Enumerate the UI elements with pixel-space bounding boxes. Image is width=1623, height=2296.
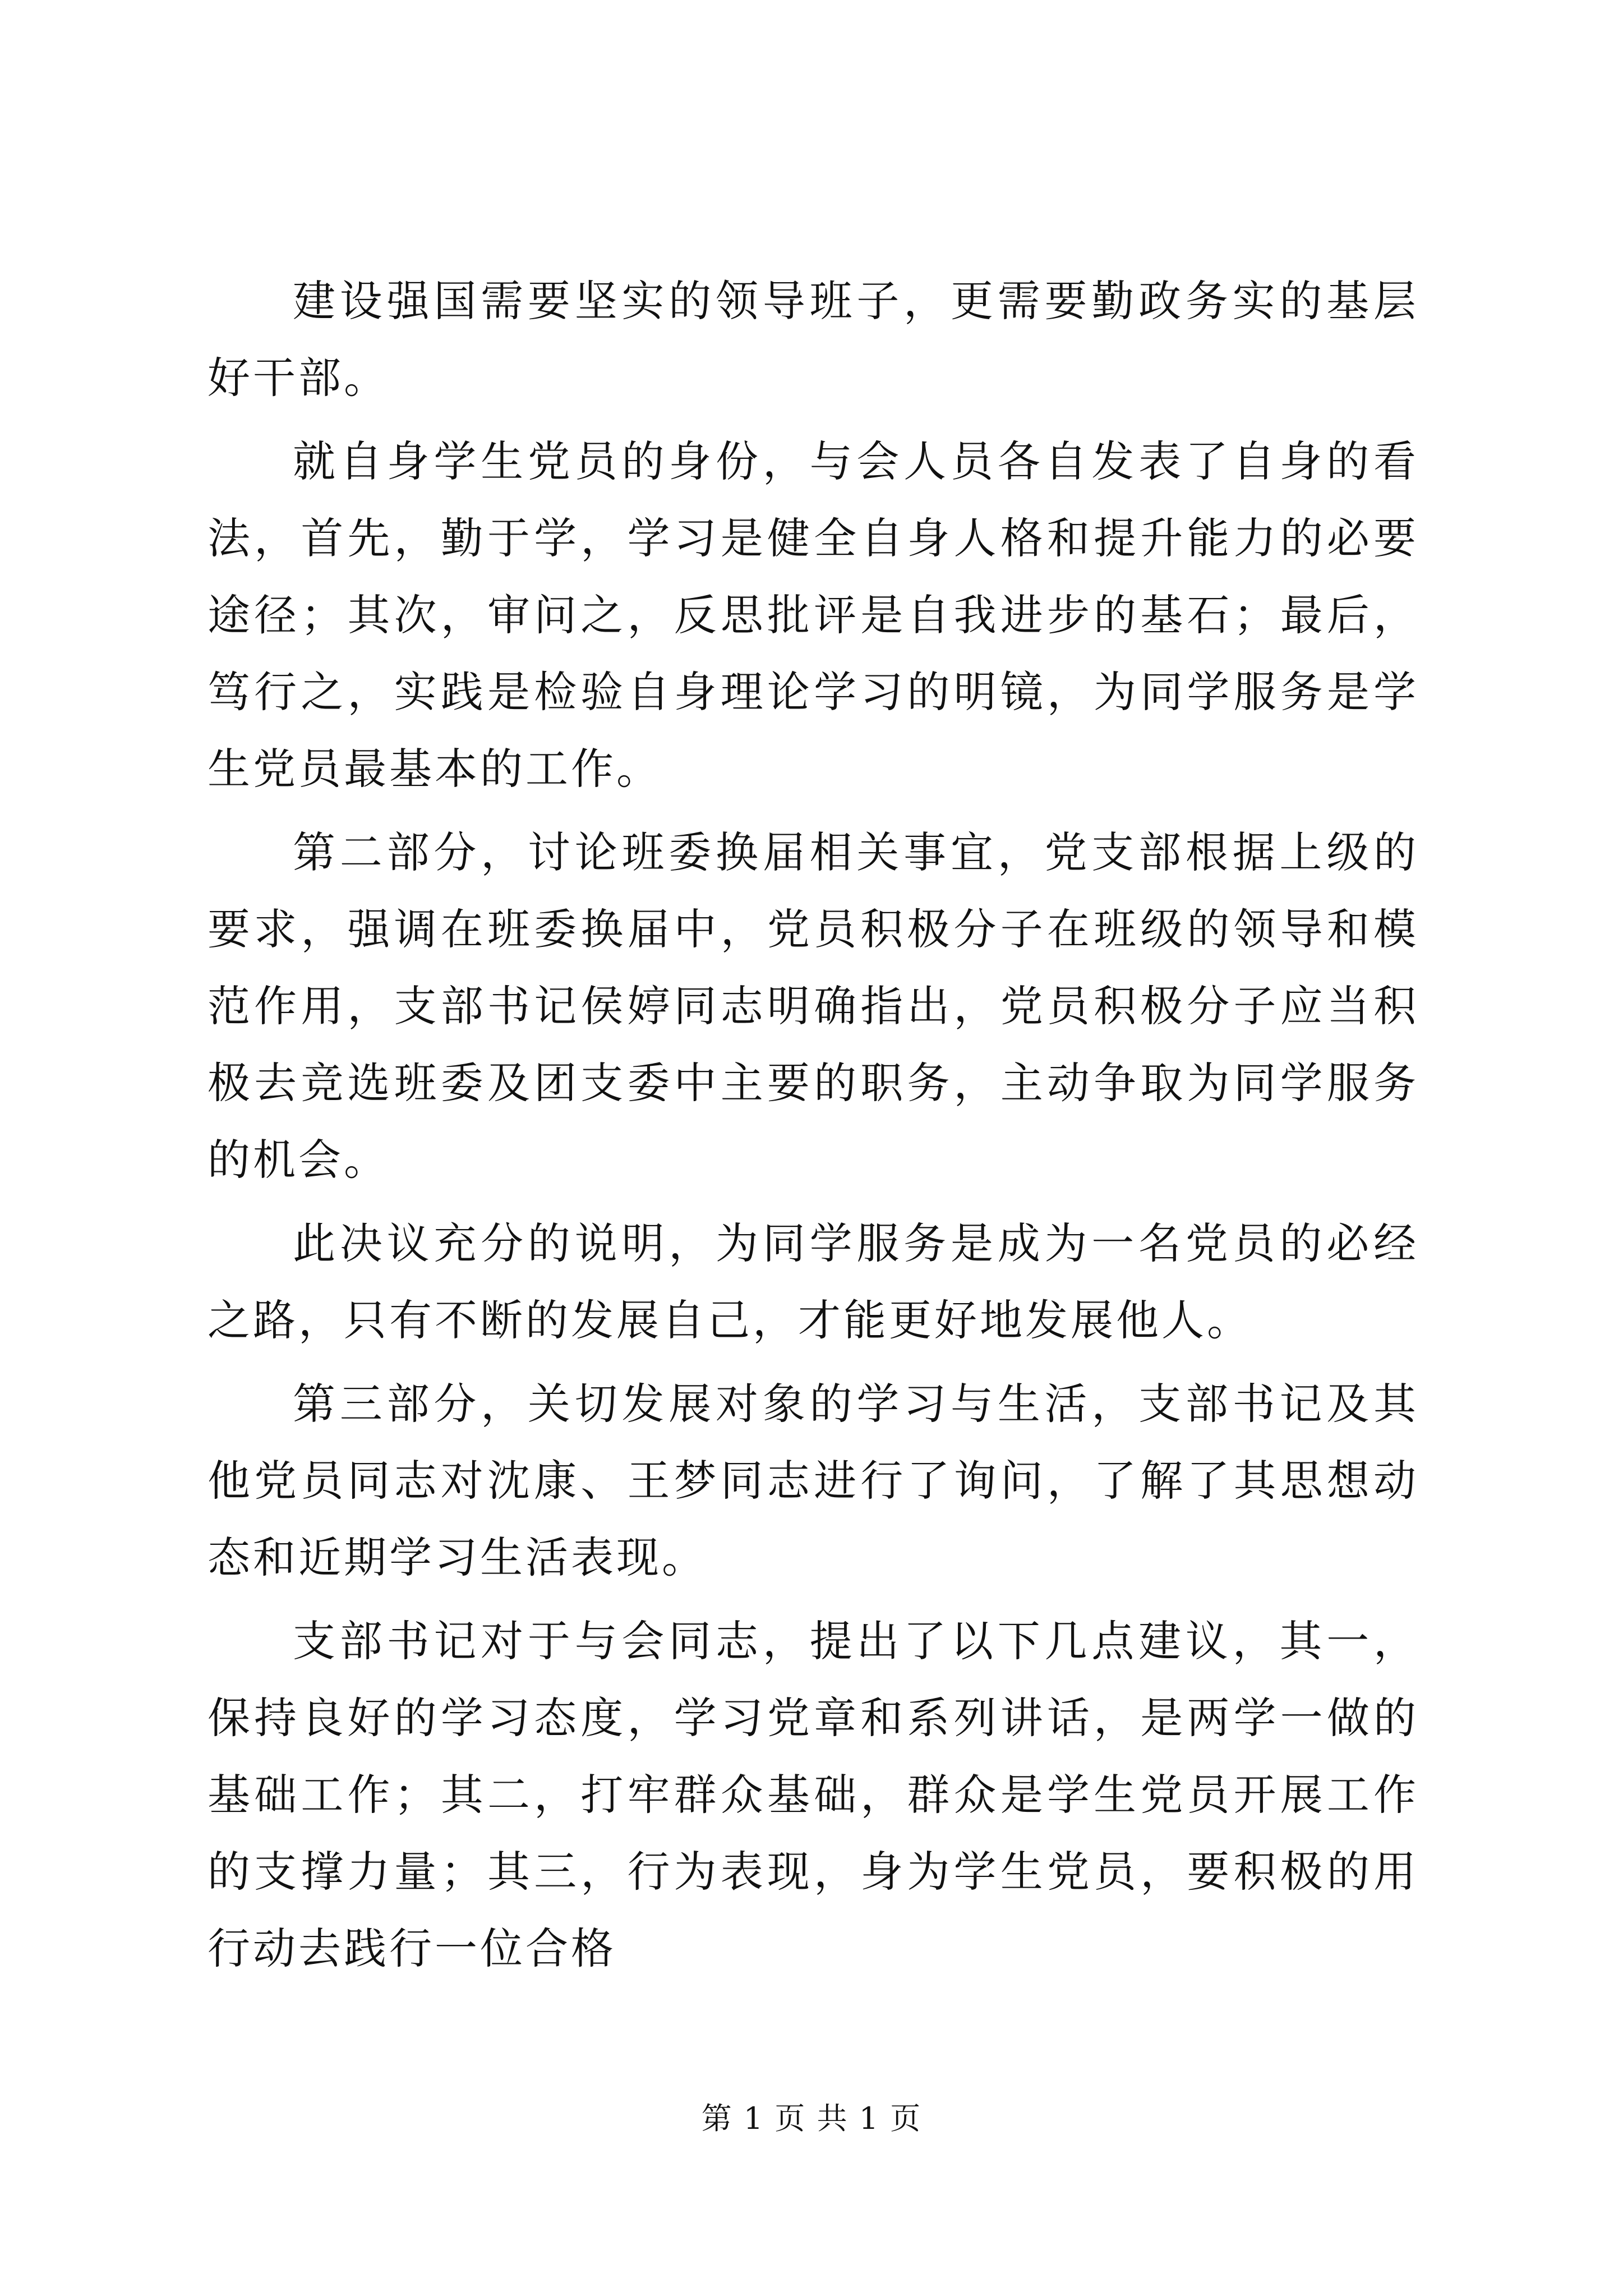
- paragraph-6: 支部书记对于与会同志，提出了以下几点建议，其一，保持良好的学习态度，学习党章和系列讲话，是两学一做的基础工作；其二，打牢群众基础，群众是学生党员开展工作的支撑力量；其三，行为表现，身为学生党员，要积极的用行动去践行一位合格: [208, 1616, 1419, 1973]
- paragraph-2: 就自身学生党员的身份，与会人员各自发表了自身的看法，首先，勤于学，学习是健全自身人格和提升能力的必要途径；其次，审问之，反思批评是自我进步的基石；最后，笃行之，实践是检验自身理论学习的明镜，为同学服务是学生党员最基本的工作。: [208, 436, 1419, 794]
- paragraph-1: 建设强国需要坚实的领导班子，更需要勤政务实的基层好干部。: [208, 276, 1419, 403]
- document-body: [208, 263, 1419, 1994]
- paragraph-5: 第三部分，关切发展对象的学习与生活，支部书记及其他党员同志对沈康、王梦同志进行了询问，了解了其思想动态和近期学习生活表现。: [208, 1379, 1419, 1582]
- page-footer: 第 1 页 共 1 页: [701, 2101, 922, 2136]
- paragraph-3: 第二部分，讨论班委换届相关事宜，党支部根据上级的要求，强调在班委换届中，党员积极分子在班级的领导和模范作用，支部书记侯婷同志明确指出，党员积极分子应当积极去竞选班委及团支委中主要的职务，主动争取为同学服务的机会。: [208, 827, 1419, 1185]
- paragraph-4: 此决议充分的说明，为同学服务是成为一名党员的必经之路，只有不断的发展自己，才能更好地发展他人。: [208, 1218, 1419, 1345]
